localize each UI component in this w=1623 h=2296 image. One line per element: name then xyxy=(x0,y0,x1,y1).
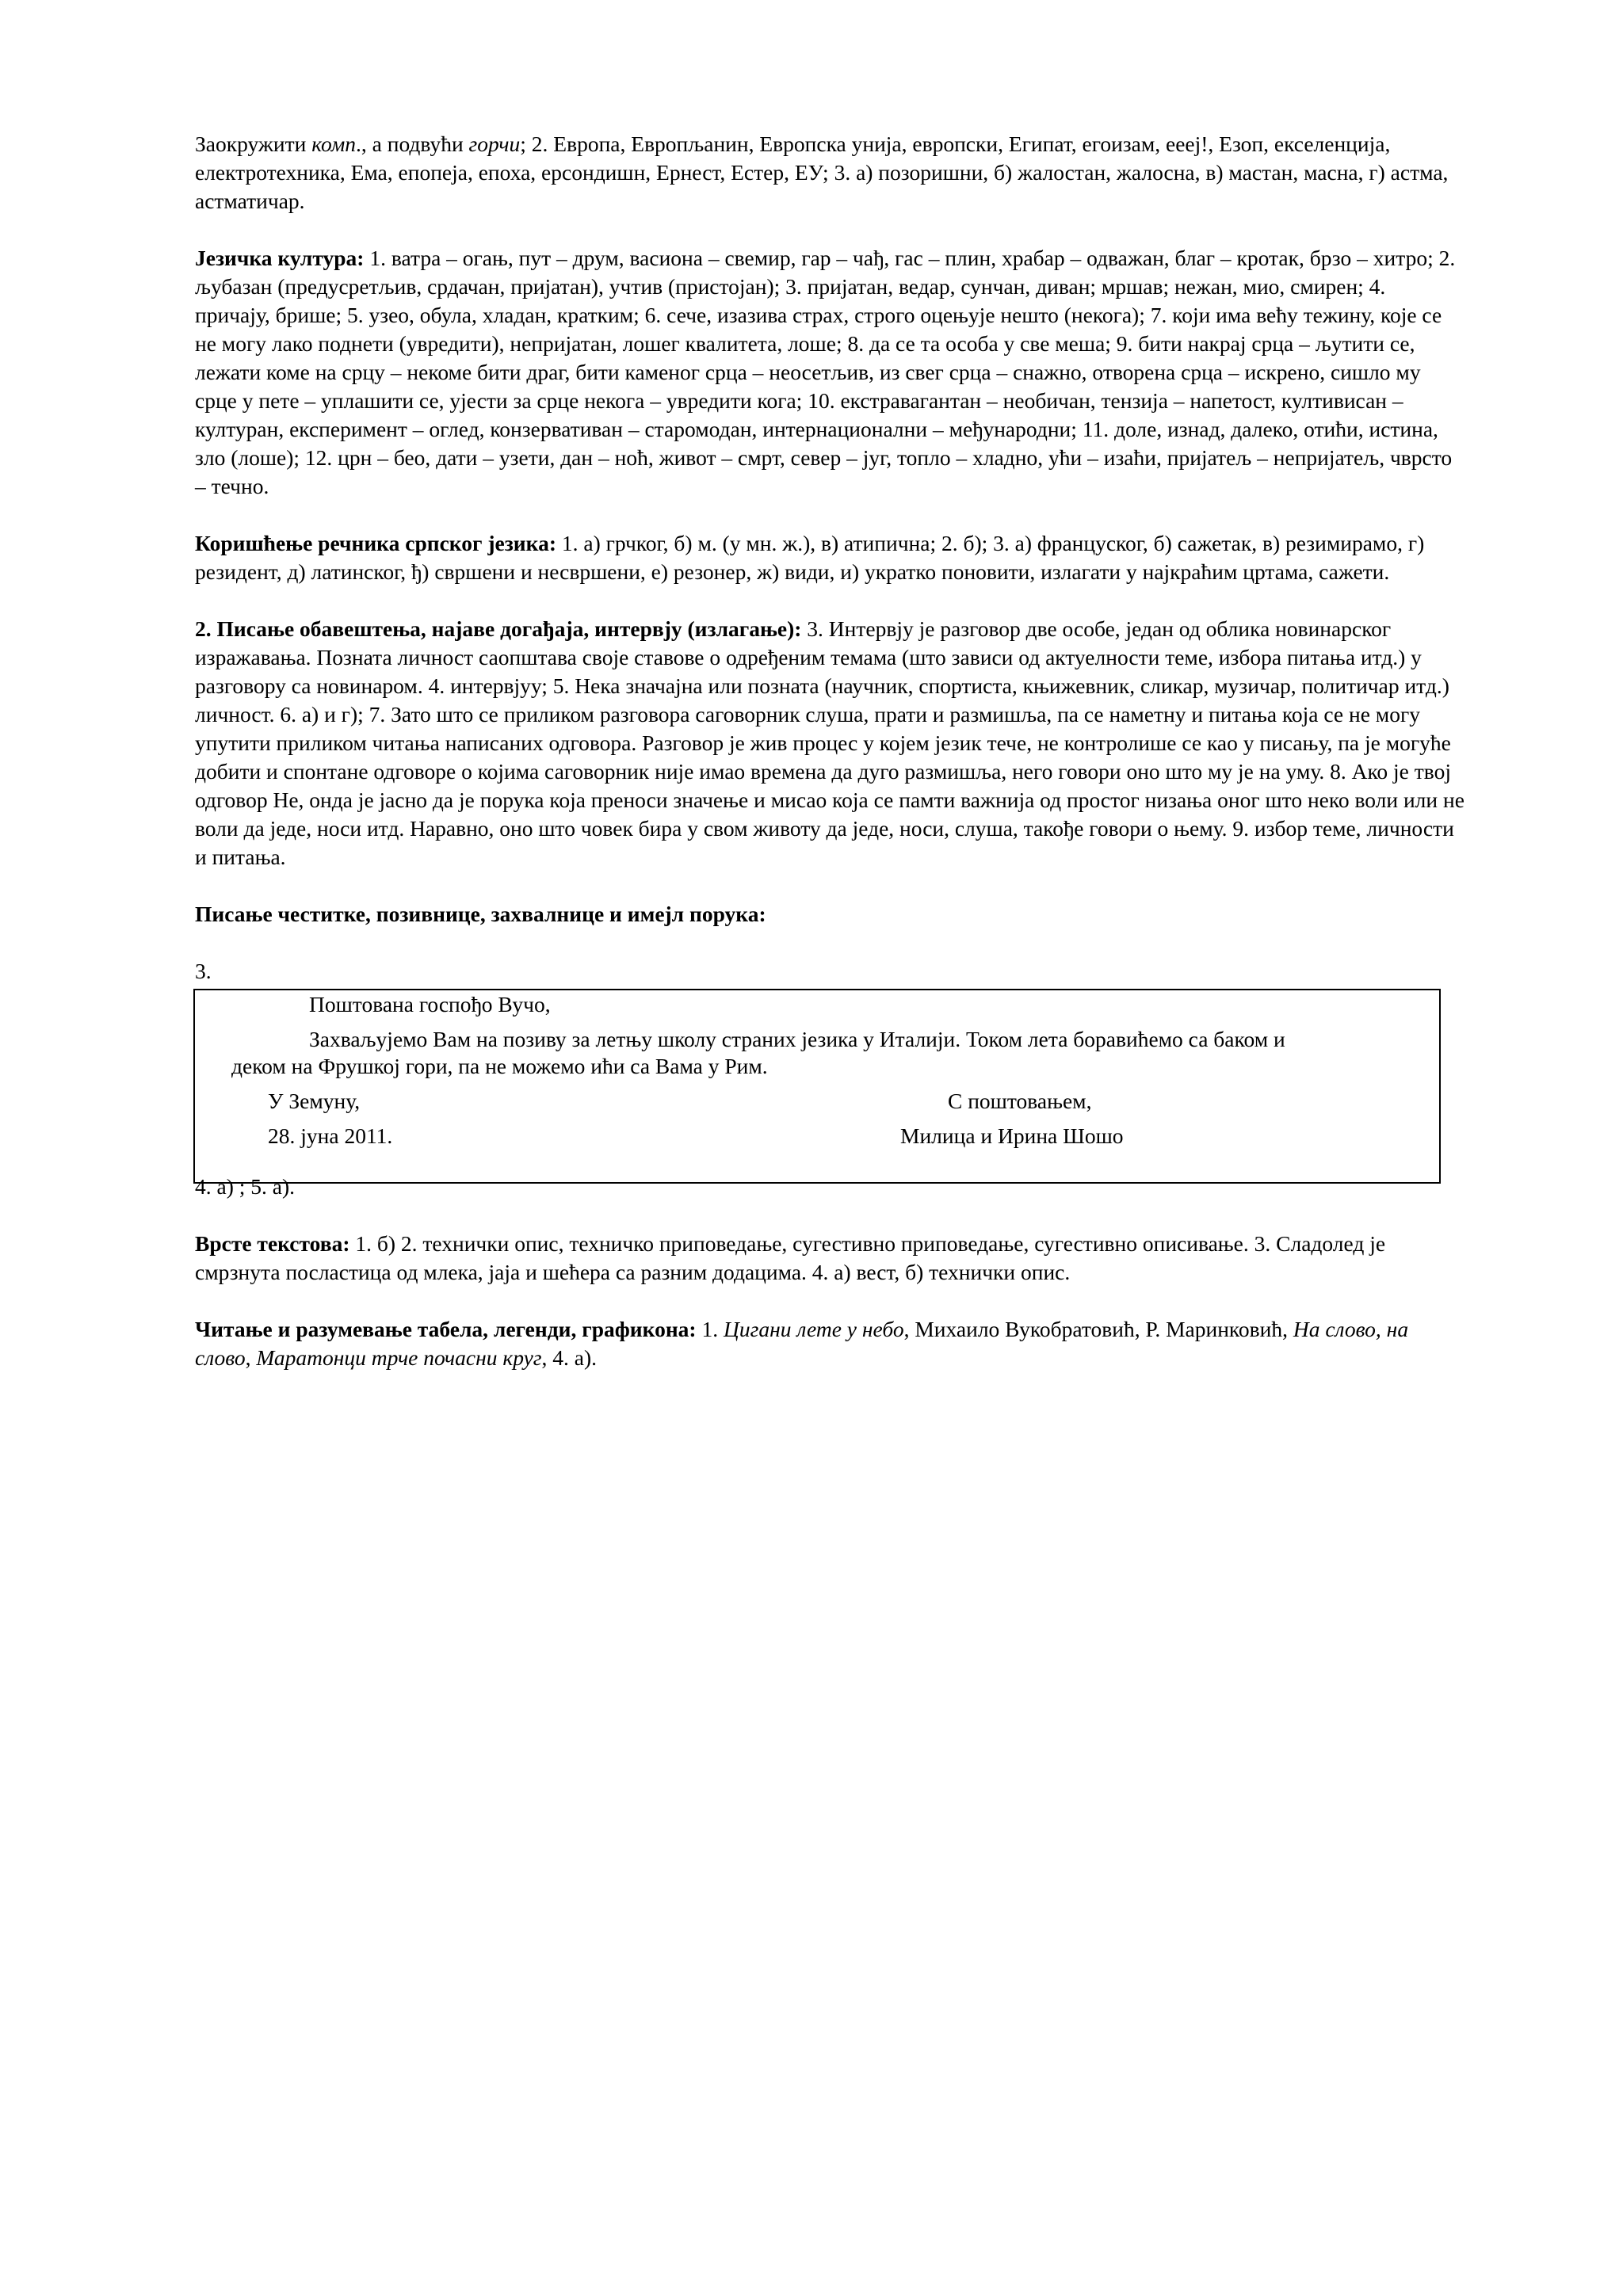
section-heading: Језичка култура: xyxy=(195,246,365,270)
letter-box xyxy=(193,989,1441,1184)
paragraph-interview: 2. Писање обавештења, најаве догађаја, интервју (излагање): 3. Интервју је разговор две особе, један од облика новинарског изражавања. Позната личност саопштава своје ставове о одређеним темама (што зависи од актуелности теме, избора питања итд.) у разговору са новинаром. 4. интервјуу; 5. Нека значајна или позната (научник, спортиста, књижевник, сликар, музичар, политичар итд.) личност. 6. а) и г); 7. Зато што се приликом разговора саговорник слуша, прати и размишља, па се наметну и питања која се не могу упутити приликом читања написаних одговора. Разговор је жив процес у којем језик тече, не контролише се као у писању, па је могуће добити и спонтане одговоре о којима саговорник није имао времена да дуго размишља, него говори оно што му је на уму. 8. Ако је твој одговор Не, онда је јасно да је порука која преноси значење и мисао која се памти важнија од простог низања оног што неко воли или не воли да једе, носи итд. Наравно, оно што човек бира у свом животу да једе, носи, слуша, такође говори о њему. 9. избор теме, личности и питања. xyxy=(195,616,1465,869)
paragraph-dictionary-usage: Коришћење речника српског језика: 1. а) грчког, б) м. (у мн. ж.), в) атипична; 2. б); 3. а) француског, б) сажетак, в) резимирамо, г) резидент, д) латинског, ђ) свршени и несвршени, е) резонер, ж) види, и) укратко поновити, излагати у најкраћим цртама, сажети. xyxy=(195,531,1425,584)
letter-body-line-1: Захваљујемо Вам на позиву за летњу школу страних језика у Италији. Током лета боравићемо са баком и xyxy=(309,1027,1285,1051)
section-heading: Писање честитке, позивнице, захвалнице и имејл порука: xyxy=(195,902,766,926)
letter-number: 3. xyxy=(195,959,212,983)
paragraph-text-types: Врсте текстова: 1. б) 2. технички опис, техничко приповедање, сугестивно приповедање, сугестивно описивање. 3. Сладолед је смрзнута посластица од млека, јаја и шећера са разним додацима. 4. а) вест, б) технички опис. xyxy=(195,1231,1386,1284)
letter-body-line-2: деком на Фрушкој гори, па не можемо ићи са Вама у Рим. xyxy=(231,1054,768,1078)
section-heading: Врсте текстова: xyxy=(195,1231,350,1256)
section-heading: 2. Писање обавештења, најаве догађаја, интервју (излагање): xyxy=(195,616,802,641)
letter-closing: С поштовањем, xyxy=(948,1089,1092,1113)
letter-date: 28. јуна 2011. xyxy=(268,1123,393,1148)
section-heading: Читање и разумевање табела, легенди, графикона: xyxy=(195,1317,697,1341)
paragraph-language-culture: Језичка култура: 1. ватра – огањ, пут – друм, васиона – свемир, гар – чађ, гас – плин, храбар – одважан, благ – кротак, брзо – хитро; 2. љубазан (предусретљив, срдачан, пријатан), учтив (пристојан); 3. пријатан, ведар, сунчан, диван; мршав; нежан, мио, смирен; 4. причају, брише; 5. узео, обула, хладан, кратким; 6. сече, изазива страх, строго оцењује нешто (некога); 7. који има већу тежину, које се не могу лако поднети (увредити), непријатан, лошег квалитета, лоше; 8. да се та особа у све меша; 9. бити накрај срца – љутити се, лежати коме на срцу – некоме бити драг, бити каменог срца – неосетљив, из свег срца – снажно, отворена срца – искрено, сишло му срце у пете – уплашити се, ујести за срце некога – увредити кога; 10. екстравагантан – необичан, тензија – напетост, култивисан – културан, експеримент – оглед, конзервативан – старомодан, интернационални – међународни; 11. доле, изнад, далеко, отићи, истина, зло (лоше); 12. црн – бео, дати – узети, дан – ноћ, живот – смрт, север – југ, топло – хладно, ући – изаћи, пријатељ – непријатељ, чврсто – течно. xyxy=(195,246,1456,498)
answers-4-5: 4. а) ; 5. а). xyxy=(195,1174,295,1199)
letter-greeting: Поштована госпођо Вучо, xyxy=(309,992,551,1016)
paragraph-letters-heading xyxy=(195,900,1465,929)
letter-signature: Милица и Ирина Шошо xyxy=(900,1123,1124,1148)
paragraph-tables-legends: Читање и разумевање табела, легенди, графикона: 1. Цигани лете у небо, Михаило Вукобратовић, Р. Маринковић, На слово, на слово, Маратонци трче почасни круг, 4. а). xyxy=(195,1317,1409,1370)
section-heading: Коришћење речника српског језика: xyxy=(195,531,556,555)
letter-place: У Земуну, xyxy=(268,1089,361,1113)
paragraph-orthography: Заокружити комп., а подвући горчи; 2. Европа, Европљанин, Европска унија, европски, Египат, егоизам, ееej!, Езоп, екселенција, електротехника, Ема, епопеја, епоха, ерcондишн, Ернест, Естер, ЕУ; 3. а) позоришни, б) жалостан, жалосна, в) мастан, масна, г) астма, астматичар. xyxy=(195,132,1449,213)
